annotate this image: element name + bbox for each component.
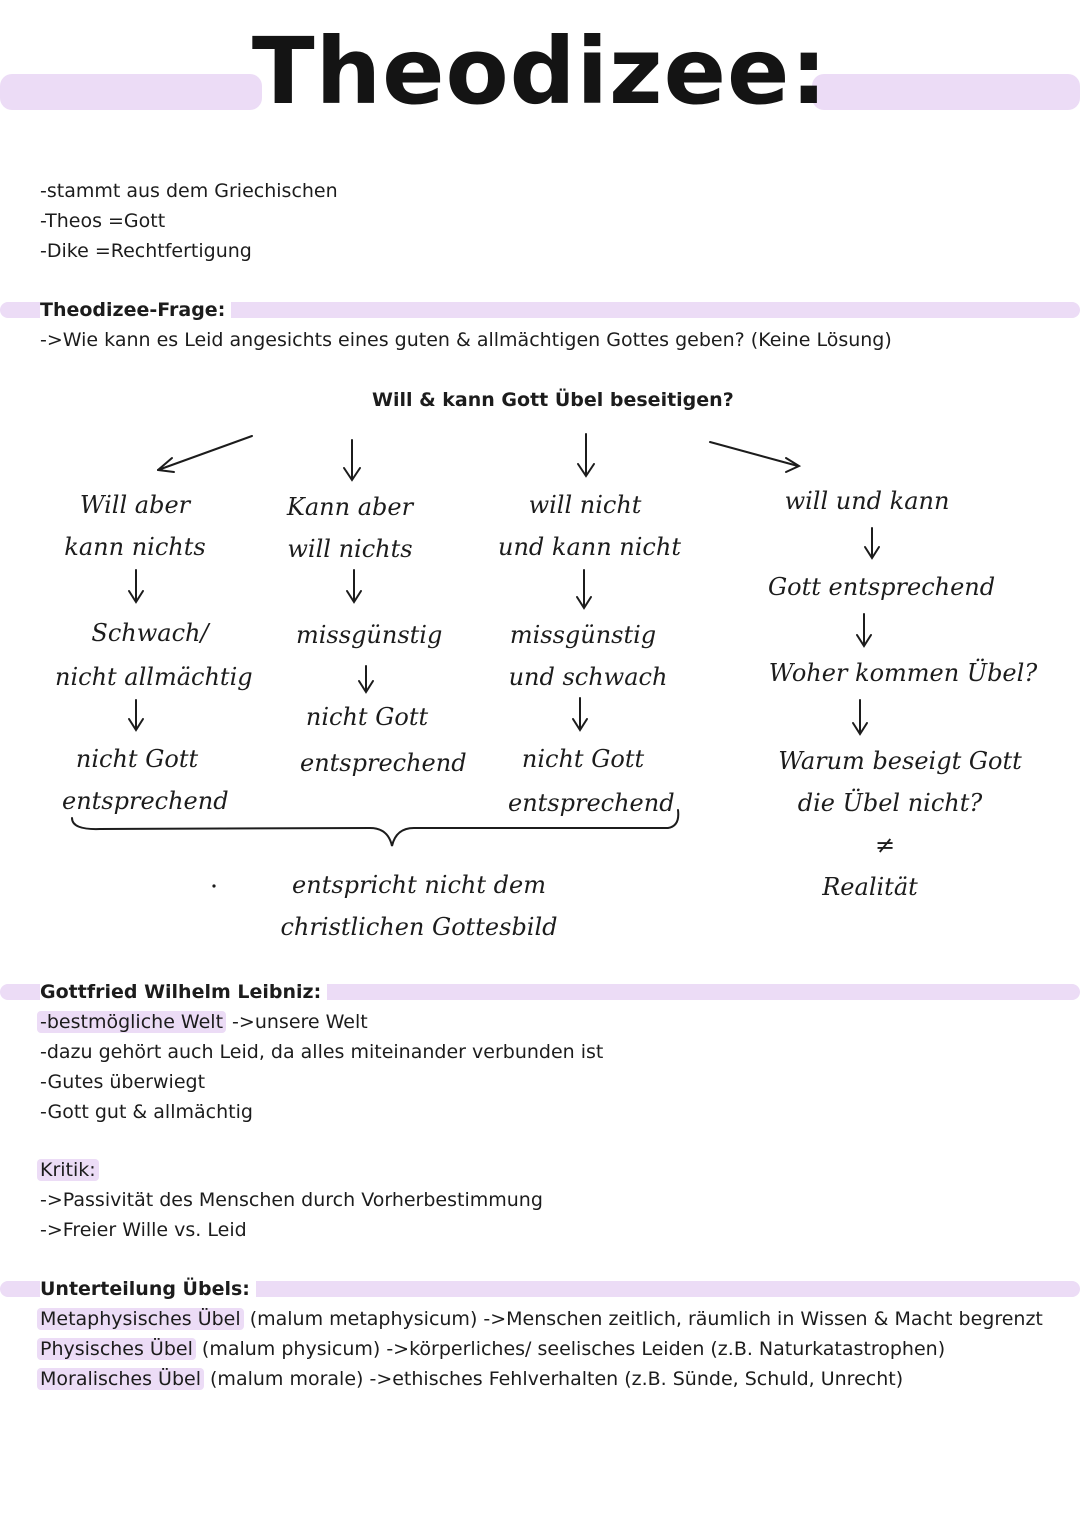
branch-4-neq: ≠ [874,831,896,859]
branch-4-step-1: Gott entsprechend [768,573,996,601]
leibniz-point-1-rest: ->unsere Welt [226,1011,368,1033]
branch-4-premise-1: will und kann [784,487,950,515]
branch-1-step-1: Schwach/ [91,619,209,647]
branch-4-result-1: Woher kommen Übel? [768,659,1038,687]
uebel-heading: Unterteilung Übels: [40,1274,256,1304]
leibniz-heading: Gottfried Wilhelm Leibniz: [40,977,327,1007]
kritik-heading [40,1155,99,1185]
branch-3-step-1: missgünstig [509,621,657,649]
branch-4-reality: Realität [822,873,918,901]
etymology-line-3: -Dike =Rechtfertigung [40,240,252,262]
branch-2-result-1: nicht Gott [305,703,429,731]
branch-3-premise-1: will nicht [528,491,642,519]
leibniz-point-3: -Gutes überwiegt [40,1071,206,1093]
leibniz-point-1-highlight: -bestmögliche Welt [37,1011,226,1033]
branch-4-extra-2: die Übel nicht? [797,789,983,817]
conclusion-line-1: entspricht nicht dem [292,871,546,899]
frage-text: ->Wie kann es Leid angesichts eines guten & allmächtigen Gottes geben? (Keine Lösung) [40,329,892,351]
branch-3-premise-2: und kann nicht [498,533,681,561]
branch-3-step-2: und schwach [508,663,668,691]
etymology-line-2: -Theos =Gott [40,210,166,232]
branch-4-extra-1: Warum beseigt Gott [778,747,1022,775]
frage-heading: Theodizee-Frage: [40,295,231,325]
leibniz-point-2: -dazu gehört auch Leid, da alles miteinander verbunden ist [40,1041,604,1063]
branch-3-result-1: nicht Gott [521,745,645,773]
page-title: Theodizee: [251,18,829,125]
leibniz-point-1 [40,1007,368,1037]
uebel-item-1 [40,1304,1043,1334]
conclusion-line-2: christlichen Gottesbild [280,913,558,941]
branch-1-premise-2: kann nichts [64,533,206,561]
uebel-item-2-desc: (malum physicum) ->körperliches/ seelisches Leiden (z.B. Naturkatastrophen) [195,1338,946,1360]
uebel-item-3 [40,1364,903,1394]
uebel-item-2-term: Physisches Übel [37,1338,196,1360]
branch-1-result-2: entsprechend [62,787,229,815]
uebel-item-1-desc: (malum metaphysicum) ->Menschen zeitlich, räumlich in Wissen & Macht begrenzt [243,1308,1043,1330]
kritik-point-2: ->Freier Wille vs. Leid [40,1219,247,1241]
etymology-line-1: -stammt aus dem Griechischen [40,180,338,202]
branch-2-premise-2: will nichts [287,535,413,563]
uebel-item-3-term: Moralisches Übel [37,1368,204,1390]
branch-1-premise-1: Will aber [79,491,191,519]
branch-1-step-2: nicht allmächtig [55,663,253,691]
diagram-question: Will & kann Gott Übel beseitigen? [372,389,734,411]
kritik-heading-text: Kritik: [37,1159,99,1181]
uebel-item-2 [40,1334,945,1364]
branch-2-result-2: entsprechend [300,749,467,777]
leibniz-point-4: -Gott gut & allmächtig [40,1101,253,1123]
branch-2-step-1: missgünstig [296,621,443,649]
branch-2-premise-1: Kann aber [286,493,414,521]
uebel-item-3-desc: (malum morale) ->ethisches Fehlverhalten (z.B. Sünde, Schuld, Unrecht) [203,1368,904,1390]
branch-3-result-2: entsprechend [508,789,675,817]
kritik-point-1: ->Passivität des Menschen durch Vorherbestimmung [40,1189,543,1211]
branch-1-result-1: nicht Gott [75,745,199,773]
uebel-item-1-term: Metaphysisches Übel [37,1308,244,1330]
